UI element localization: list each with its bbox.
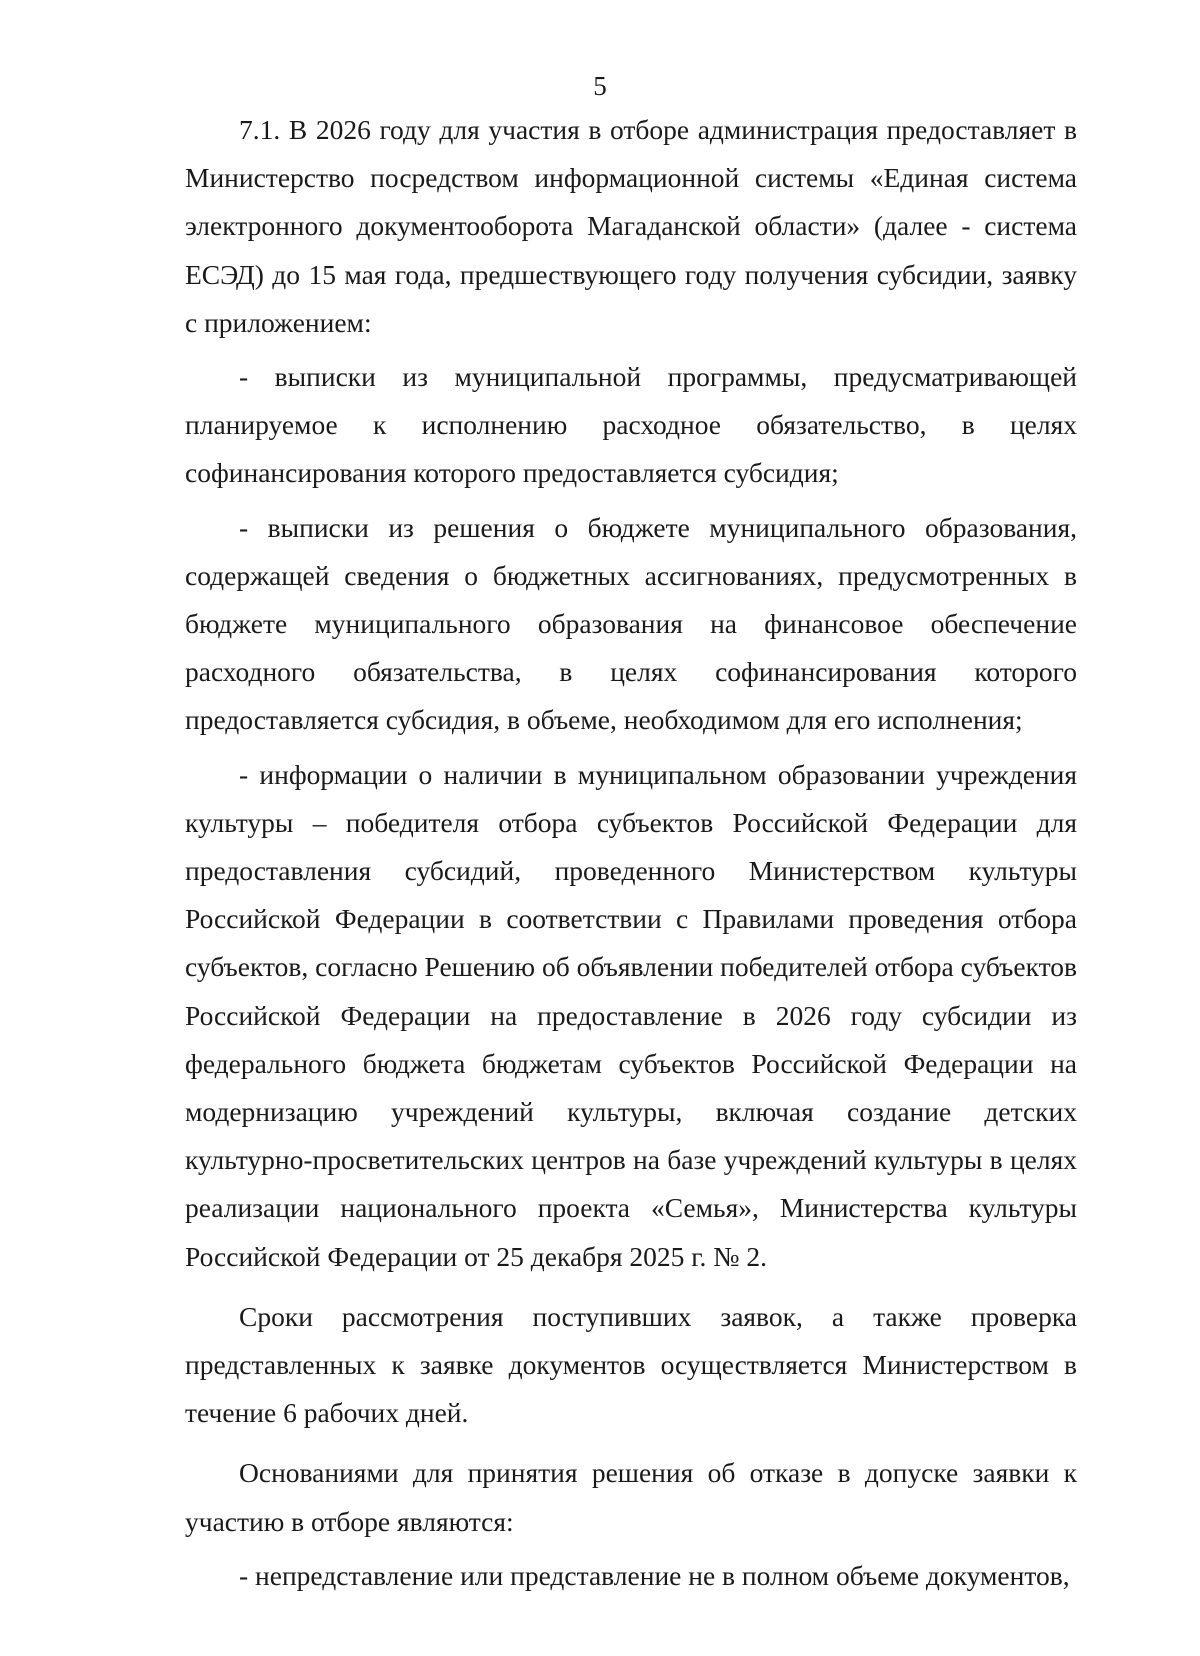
list-item-culture-institution-info: - информации о наличии в муниципальном образовании учреждения культуры – победителя отбора субъектов Российской Федерации для предоставления субсидий, проведенного Министерством культуры Российской Федерации в соответствии с Правилами проведения отбора субъектов, согласно Решению об объявлении победителей отбора субъектов Российской Федерации на предоставление в 2026 году субсидии из федерального бюджета бюджетам субъектов Российской Федерации на модернизацию учреждений культуры, включая создание детских культурно-просветительских центров на базе учреждений культуры в целях реализации национального проекта «Семья», Министерства культуры Российской Федерации от 25 декабря 2025 г. № 2. bbox=[185, 758, 1077, 1272]
paragraph-7-1: 7.1. В 2026 году для участия в отборе администрация предоставляет в Министерство посредством информационной системы «Единая система электронного документооборота Магаданской области» (далее - система ЕСЭД) до 15 мая года, предшествующего году получения субсидии, заявку с приложением: bbox=[185, 114, 1077, 338]
paragraph-review-terms: Сроки рассмотрения поступивших заявок, а также проверка представленных к заявке документов осуществляется Министерством в течение 6 рабочих дней. bbox=[185, 1300, 1077, 1429]
list-item-incomplete-documents: - непредставление или представление не в полном объеме документов, bbox=[239, 1559, 1070, 1591]
list-item-municipal-program-extract: - выписки из муниципальной программы, предусматривающей планируемое к исполнению расходное обязательство, в целях софинансирования которого предоставляется субсидия; bbox=[185, 361, 1077, 489]
page-number: 5 bbox=[593, 71, 607, 101]
list-item-budget-decision-extract: - выписки из решения о бюджете муниципального образования, содержащей сведения о бюджетных ассигнованиях, предусмотренных в бюджете муниципального образования на финансовое обеспечение расходного обязательства, в целях софинансирования которого предоставляется субсидия, в объеме, необходимом для его исполнения; bbox=[185, 511, 1077, 736]
paragraph-rejection-grounds: Основаниями для принятия решения об отказе в допуске заявки к участию в отборе являются: bbox=[185, 1457, 1077, 1537]
document-body bbox=[185, 106, 1077, 1600]
